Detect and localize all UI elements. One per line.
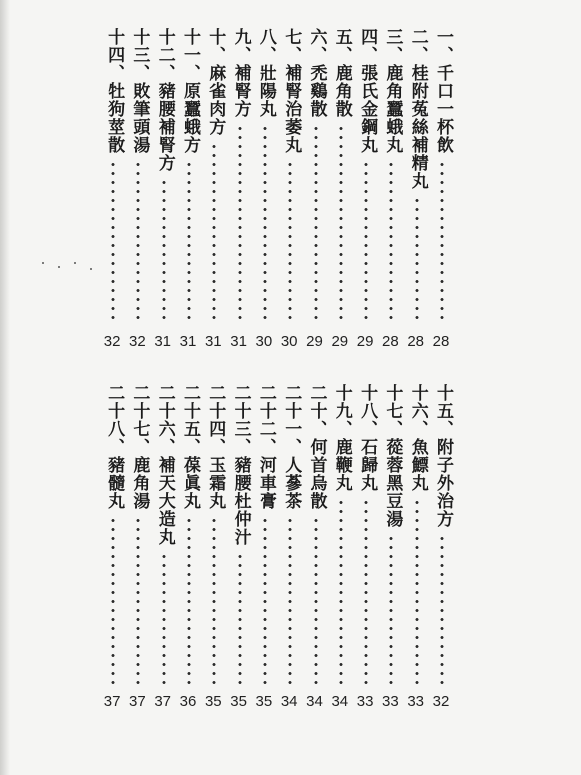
dot-leader: [162, 552, 166, 685]
dot-leader: [136, 160, 140, 325]
page-edge-shadow: [0, 0, 10, 775]
toc-entry: [126, 28, 152, 353]
toc-entry: [379, 28, 405, 353]
toc-entry: [202, 28, 228, 353]
toc-entry-title: 六、禿鷄散: [306, 28, 327, 118]
toc-entry: [101, 28, 127, 353]
dot-leader: [111, 516, 115, 685]
toc-entry-page-number: 31: [230, 333, 247, 350]
toc-entry-page-number: 30: [280, 333, 298, 350]
toc-entry-title: 二十二、河車膏: [255, 384, 276, 510]
dot-leader: [339, 498, 343, 685]
toc-entry-title: 十六、魚鰾丸: [407, 384, 428, 492]
toc-entry-title: 十八、石歸丸: [357, 384, 378, 492]
dot-leader: [389, 534, 393, 685]
toc-entry-page-number: 33: [407, 693, 425, 710]
toc-entry-page-number: 32: [432, 693, 450, 710]
toc-entry-title: 二十三、豬腰杜仲汁: [230, 384, 251, 546]
toc-entry-page-number: 34: [306, 693, 323, 710]
toc-entry-page-number: 35: [204, 693, 222, 710]
toc-entry-title: 二十八、豬髓丸: [104, 384, 125, 510]
toc-entry: [278, 384, 304, 713]
toc-entry-page-number: 32: [103, 333, 121, 350]
toc-entry-page-number: 28: [407, 333, 425, 350]
toc-entry: [177, 28, 203, 353]
dot-leader: [288, 516, 292, 685]
scan-speck: [58, 266, 60, 268]
dot-leader: [339, 124, 343, 325]
toc-entry: [126, 384, 152, 713]
toc-entry-title: 二十五、葆眞丸: [180, 384, 200, 510]
dot-leader: [440, 534, 444, 685]
dot-leader: [288, 160, 292, 325]
toc-entry-page-number: 31: [204, 333, 222, 350]
dot-leader: [314, 124, 318, 325]
dot-leader: [440, 160, 444, 325]
toc-entry-title: 七、補腎治萎丸: [281, 28, 302, 154]
dot-leader: [212, 516, 216, 685]
toc-entry: [253, 384, 279, 713]
toc-entry-page-number: 32: [129, 333, 146, 350]
dot-leader: [263, 124, 267, 325]
toc-entry-page-number: 31: [179, 333, 197, 350]
dot-leader: [364, 498, 368, 685]
dot-leader: [187, 516, 191, 685]
toc-entry-title: 五、鹿角散: [331, 28, 352, 118]
toc-entry-page-number: 33: [356, 693, 374, 710]
toc-entry-title: 八、壯陽丸: [255, 28, 276, 118]
toc-entry: [329, 28, 355, 353]
toc-entry: [405, 28, 431, 353]
toc-entry-page-number: 35: [230, 693, 247, 710]
toc-entry-page-number: 31: [154, 333, 172, 350]
toc-entry: [278, 28, 304, 353]
toc-entry: [405, 384, 431, 713]
toc-entry: [379, 384, 405, 713]
toc-entry-title: 十一、原蠶蛾方: [180, 28, 200, 154]
dot-leader: [364, 160, 368, 325]
dot-leader: [187, 160, 191, 325]
toc-entry-title: 二十四、玉霜丸: [205, 384, 226, 510]
toc-entry-title: 二、桂附菟絲補精丸: [407, 28, 428, 190]
toc-entry: [228, 384, 254, 713]
toc-entry: [304, 28, 330, 353]
dot-leader: [212, 142, 216, 325]
dot-leader: [263, 516, 267, 685]
dot-leader: [238, 124, 242, 325]
toc-entry: [202, 384, 228, 713]
dot-leader: [162, 178, 166, 325]
scan-speck: [90, 268, 92, 270]
toc-entry-title: 十七、蓯蓉黑豆湯: [382, 384, 403, 528]
toc-entry-page-number: 35: [255, 693, 273, 710]
toc-entry: [430, 28, 456, 353]
toc-entry: [329, 384, 355, 713]
toc-entry-title: 二十七、鹿角湯: [129, 384, 150, 510]
toc-entry: [228, 28, 254, 353]
toc-entry-title: 二十、何首烏散: [306, 384, 327, 510]
toc-entry-title: 四、張氏金鋼丸: [357, 28, 378, 154]
toc-entry-title: 二十六、補天大造丸: [154, 384, 175, 546]
dot-leader: [314, 516, 318, 685]
toc-entry-page-number: 30: [255, 333, 273, 350]
toc-entry: [354, 384, 380, 713]
toc-entry-title: 二十一、人蔘茶: [281, 384, 302, 510]
toc-entry-title: 十、麻雀肉方: [205, 28, 226, 136]
toc-entry: [253, 28, 279, 353]
toc-entry: [101, 384, 127, 713]
dot-leader: [415, 498, 419, 685]
toc-entry-title: 三、鹿角蠶蛾丸: [382, 28, 403, 154]
scan-speck: [42, 262, 44, 264]
dot-leader: [136, 516, 140, 685]
dot-leader: [415, 196, 419, 325]
toc-entry-page-number: 37: [129, 693, 146, 710]
toc-entry: [177, 384, 203, 713]
toc-entry-title: 十三、敗筆頭湯: [129, 28, 150, 154]
toc-entry: [430, 384, 456, 713]
toc-entry: [304, 384, 330, 713]
toc-entry-page-number: 29: [356, 333, 374, 350]
toc-entry-title: 十二、豬腰補腎方: [154, 28, 175, 172]
toc-entry-page-number: 34: [280, 693, 298, 710]
toc-entry-page-number: 33: [382, 693, 399, 710]
toc-entry-title: 十四、牡狗莖散: [104, 28, 125, 154]
dot-leader: [238, 552, 242, 685]
toc-entry-title: 十九、鹿鞭丸: [331, 384, 352, 492]
toc-entry-title: 九、補腎方: [230, 28, 251, 118]
toc-entry: [152, 384, 178, 713]
toc-entry-page-number: 34: [331, 693, 349, 710]
toc-entry-page-number: 28: [432, 333, 450, 350]
toc-entry-page-number: 37: [103, 693, 121, 710]
dot-leader: [389, 160, 393, 325]
toc-entry-page-number: 37: [154, 693, 172, 710]
scan-speck: [74, 262, 76, 264]
toc-entry-page-number: 36: [179, 693, 197, 710]
toc-entry-page-number: 29: [306, 333, 323, 350]
toc-entry-title: 一、千口一杯飲: [433, 28, 453, 154]
toc-entry-page-number: 28: [382, 333, 399, 350]
toc-entry: [354, 28, 380, 353]
toc-entry-title: 十五、附子外治方: [433, 384, 453, 528]
dot-leader: [111, 160, 115, 325]
toc-entry: [152, 28, 178, 353]
toc-entry-page-number: 29: [331, 333, 349, 350]
